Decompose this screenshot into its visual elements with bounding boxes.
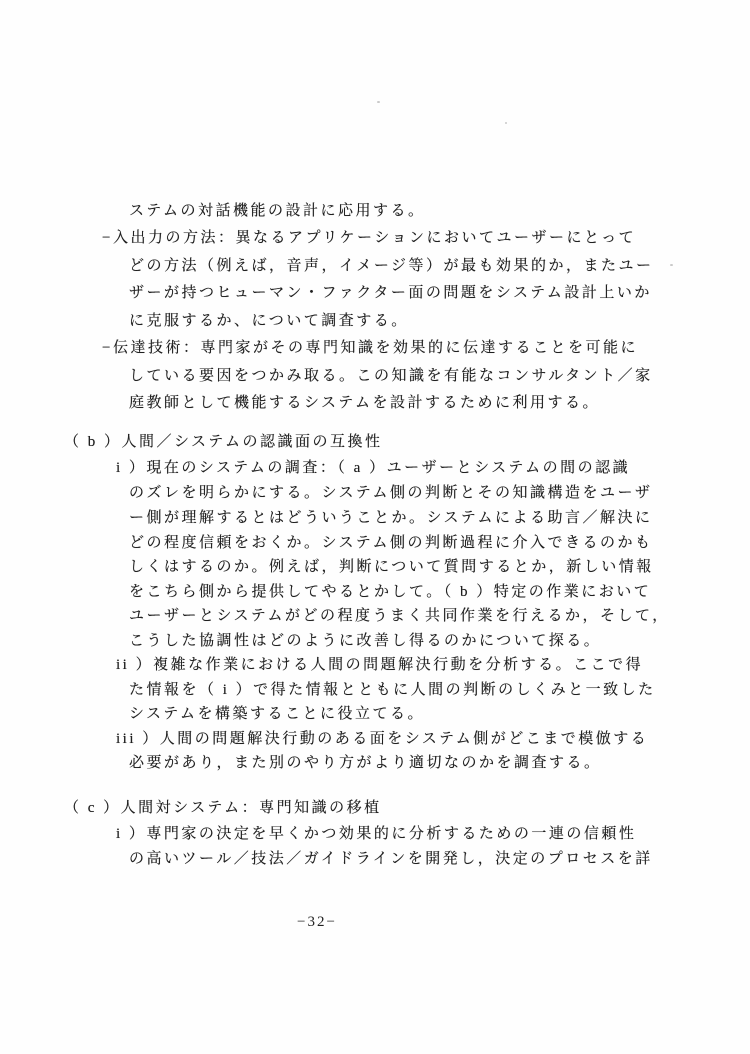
body-text-line: をこちら側から提供してやるとかして。（ b ）特定の作業において [129,584,652,600]
body-text-line: 庭教師として機能するシステムを設計するために利用する。 [129,395,601,411]
section-heading-c: （ c ）人間対システム：専門知識の移植 [64,800,382,816]
bullet-item-line: −入出力の方法：異なるアプリケーションにおいてユーザーにとって [102,230,637,246]
body-text-line: のズレを明らかにする。システム側の判断とその知識構造をユーザ [129,485,653,501]
scan-speck [670,264,673,266]
body-text-line: ー側が理解するとはどういうことか。システムによる助言／解決に [129,510,653,526]
body-text-line: どの程度信頼をおくか。システム側の判断過程に介入できるのかも [129,535,653,551]
body-text-line: の高いツール／技法／ガイドラインを開発し，決定のプロセスを詳 [129,851,653,867]
body-text-line: システムを構築することに役立てる。 [129,706,426,722]
numbered-item-line: iii ）人間の問題解決行動のある面をシステム側がどこまで模倣する [116,731,649,747]
scan-speck [377,101,380,103]
body-text-line: た情報を（ i ）で得た情報とともに人間の判断のしくみと一致した [129,682,656,698]
numbered-item-line: ii ）複雑な作業における人間の問題解決行動を分析する。ここで得 [116,657,644,673]
bullet-item-line: −伝達技術：専門家がその専門知識を効果的に伝達することを可能に [102,340,638,356]
scan-speck [505,122,507,124]
section-heading-b: （ b ）人間／システムの認識面の互換性 [64,434,383,450]
page-number: −32− [297,914,337,930]
body-text-line: している要因をつかみ取る。この知識を有能なコンサルタント／家 [129,368,653,384]
numbered-item-line: i ）専門家の決定を早くかつ効果的に分析するための一連の信頼性 [116,826,637,842]
numbered-item-line: i ）現在のシステムの調査：（ a ）ユーザーとシステムの間の認識 [116,460,631,476]
body-text-line: に克服するか、について調査する。 [129,313,409,329]
body-text-line: しくはするのか。例えば，判断について質問するとか，新しい情報 [129,559,654,575]
body-text-line: 必要があり，また別のやり方がより適切なのかを調査する。 [129,755,602,771]
body-text-line: こうした協調性はどのように改善し得るのかについて探る。 [129,633,602,649]
body-text-line: どの方法（例えば，音声，イメージ等）が最も効果的か，またユー [129,258,654,274]
body-text-line: ザーが持つヒューマン・ファクター面の問題をシステム設計上いか [129,285,652,301]
body-text-line: ステムの対話機能の設計に応用する。 [129,203,426,219]
body-text-line: ユーザーとシステムがどの程度うまく共同作業を行えるか，そして， [129,608,670,624]
